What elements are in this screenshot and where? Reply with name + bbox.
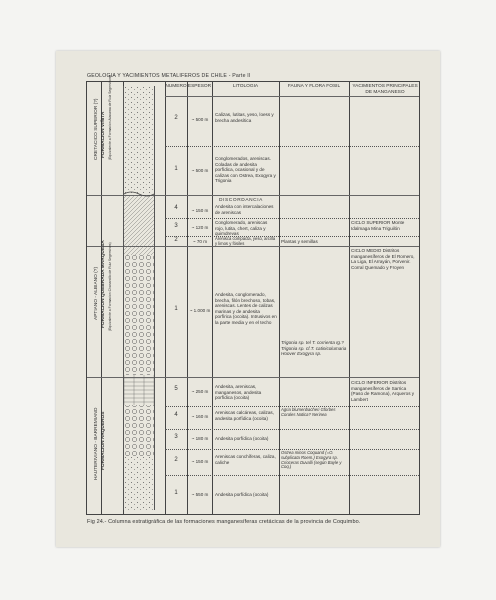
row-number: 1 [174, 166, 178, 172]
label-hauteriviano: HAUTERIVIANO - BARREMIANO [94, 407, 99, 480]
row-number: 2 [174, 457, 178, 463]
label-formacion-arqueros: FORMACION ARQUEROS [101, 411, 106, 470]
row-lithology: Areniscas conchíferas, caliza, caliche [215, 454, 276, 465]
row-thickness: ~ 150 m [191, 459, 209, 464]
page-header: GEOLOGIA Y YACIMIENTOS METALIFEROS DE CHILE - Parte II [87, 73, 251, 79]
row-thickness: ~ 550 m [191, 492, 209, 497]
header-rule [165, 96, 419, 97]
label-aptiano-albiano: APTIANO - ALBIANO (?) [94, 266, 99, 320]
label-quebrada-sub: (Equivalente a Formacion Chanarcillo de Ruiz Segerstrom) [108, 242, 112, 331]
col-header-espesor: ESPESOR [187, 84, 212, 89]
discordancia-label: DISCORDANCIA [219, 198, 263, 203]
row-number: 1 [174, 306, 178, 312]
col-header-yacimientos: YACIMIENTOS PRINCIPALES DE MANGANESO [352, 84, 418, 95]
yacimiento-inferior: CICLO INFERIOR Distritos manganesíferos de Sarrica (Paso de Ramona), Arqueros y Lambert [351, 380, 415, 402]
row-fauna: Ostrea minos Coquand (=O. subplicata Roem.) Exogyra sp. Crioceras Duvalli (según Bayle y Coq.) [281, 450, 342, 470]
label-cretacico-superior: CRETACICO SUPERIOR (?) [94, 98, 99, 160]
row-divider [165, 218, 419, 219]
label-formacion-vinita: FORMACION VIÑITA [101, 111, 106, 158]
row-lithology: Andesita porfídica (ocoita) [215, 436, 269, 441]
col-header-litologia: LITOLOGIA [232, 84, 259, 89]
figure-caption: Fig 24.- Columna estratigráfica de las formaciones manganesíferas cretácicas de la provincia de Coquimbo. [87, 519, 361, 525]
row-thickness: ~ 250 m [191, 389, 209, 394]
row-number: 3 [174, 223, 178, 229]
stratigraphic-column-graphic [123, 86, 155, 510]
row-number: 4 [174, 412, 178, 418]
row-divider [165, 475, 419, 476]
row-number: 5 [174, 386, 178, 392]
row-divider [165, 146, 419, 147]
row-number: 2 [174, 237, 178, 243]
row-divider [165, 236, 419, 237]
label-vinita-sub: (Equivalente a Formacion Atacama de Ruiz Segerstrom) [108, 75, 112, 160]
row-number: 4 [174, 205, 178, 211]
row-lithology: Conglomerado, areniscas rojo, lutita, chert, caliza y quimdrevas [215, 220, 268, 237]
col-header-fauna: FAUNA Y FLORA FOSIL [287, 84, 341, 89]
row-thickness: ~ 150 m [191, 208, 209, 213]
row-lithology: Conglomerados, areniscas. Coladas de andesita porfídica, ocasional y de calizas con Ostrea, Exogyra y Trigonia [215, 156, 276, 184]
row-lithology: Arenisca compacta, yeso, arcilla y limos y fósiles [215, 236, 276, 246]
label-formacion-quebrada: FORMACION QUEBRADA MARQUESA [101, 240, 106, 328]
row-divider [165, 429, 419, 430]
row-fauna: Agria blumenbacheri Gforbes Corales Natica? Nerinea [281, 407, 336, 417]
row-fauna: Plantas y semillas [281, 239, 318, 244]
row-lithology: Andesita, areniscas, manganesos, andesita porfídica (ocoita) [215, 384, 262, 401]
row-thickness: ~ 500 m [191, 168, 209, 173]
yacimiento-medio: CICLO MEDIO Distritos manganesíferos de El Romero, La Liga, El Arrayán, Porvenir. Corral Quemado y Froyen [351, 248, 415, 270]
row-lithology: Areniscas calcáreas, calizas, andesita porfídica (ocoita) [215, 410, 274, 421]
row-thickness: ~ 70 m [192, 239, 208, 244]
row-lithology: Calizas, lutitas, yeso, loess y brecha andesítica [215, 112, 274, 123]
row-thickness: ~ 180 m [191, 436, 209, 441]
row-fauna: Trigonia sp. tel T. corrienta Ig.? Trigonia sp. cf.T. catinicolumaria Hoover Exogyra sp. [281, 340, 347, 357]
row-lithology: Andesita con intercalaciones de areniscas [215, 204, 274, 215]
yacimiento-superior: CICLO SUPERIOR Monte Idalmaga Mina Triguilón [351, 220, 405, 231]
col-header-numero: NUMERO [165, 84, 187, 89]
row-lithology: Andesita porfídica (ocoita) [215, 492, 269, 497]
row-thickness: ~ 500 m [191, 117, 209, 122]
row-number: 2 [174, 115, 178, 121]
row-thickness: ~ 1.000 m [189, 308, 211, 313]
row-number: 1 [174, 490, 178, 496]
row-number: 3 [174, 434, 178, 440]
row-thickness: ~ 160 m [191, 414, 209, 419]
row-lithology: Andesita, conglomerado, brecha, filón brechoso, tobas, areniscas. Lentes de calizas marinas y de andesita porfírica (ocoita). Intrusivos en la parte media y en el techo [215, 292, 277, 325]
row-thickness: ~ 120 m [191, 225, 209, 230]
